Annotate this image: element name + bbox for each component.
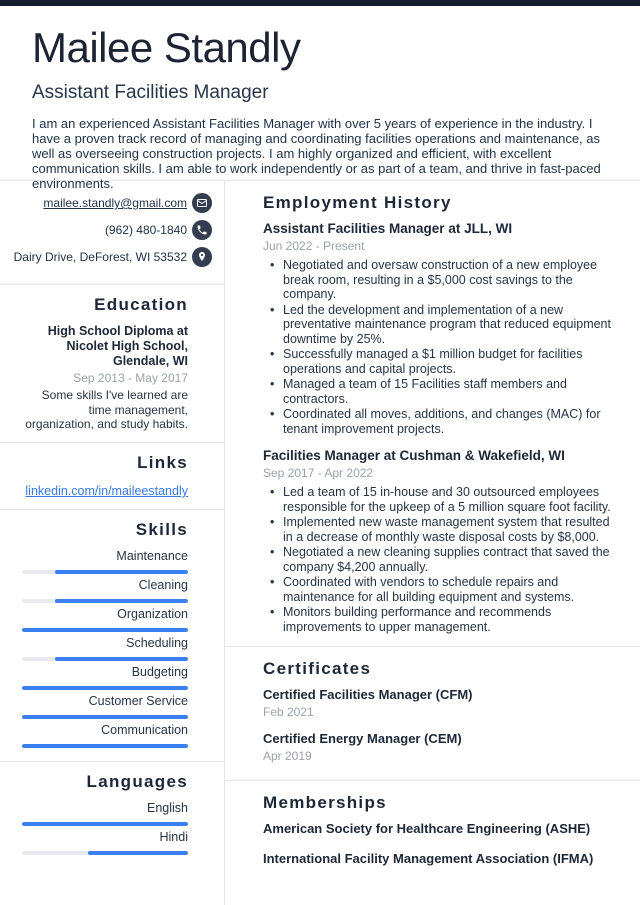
skill-bar-fill (88, 851, 188, 855)
skill-bar-track (22, 570, 188, 574)
links-heading: Links (137, 453, 188, 472)
skill-bar-track (22, 628, 188, 632)
contact-row-address (8, 247, 212, 267)
linkedin-link[interactable]: linkedin.com/in/maileestandly (25, 484, 188, 498)
skill-label: Hindi (159, 830, 188, 844)
job-entry (263, 448, 612, 634)
skill-label: Cleaning (138, 578, 188, 592)
job-entry-title: Assistant Facilities Manager at JLL, WI (263, 221, 513, 236)
skill-bar-fill (22, 715, 188, 719)
skill-row (22, 801, 188, 826)
languages-section (0, 762, 224, 905)
certificate-entry (263, 687, 612, 720)
job-bullet: • Led the development and implementation of a new preventative maintenance program that reduced equipment downtime by 25%. (270, 303, 612, 347)
job-bullet: • Managed a team of 15 Facilities staff members and contractors. (270, 377, 612, 406)
skill-label: Communication (101, 723, 188, 737)
memberships-section (225, 781, 640, 905)
skill-bar-fill (22, 628, 188, 632)
address-text: Dairy Drive, DeForest, WI 53532 (13, 250, 187, 264)
job-bullet: • Negotiated and oversaw construction of a new employee break room, resulting in a $5,000 cost savings to the company. (270, 258, 612, 302)
skill-bar-fill (22, 744, 188, 748)
certificate-name: Certified Energy Manager (CEM) (263, 731, 462, 746)
languages-list (22, 801, 188, 855)
resume-header (0, 6, 640, 191)
job-bullet: • Successfully managed a $1 million budget for facilities operations and capital projects. (270, 347, 612, 376)
job-bullet: • Implemented new waste management system that resulted in a decrease of monthly waste disposal costs by $8,000. (270, 515, 612, 544)
skill-label: Customer Service (88, 694, 188, 708)
skill-bar-track (22, 822, 188, 826)
skills-heading: Skills (135, 520, 188, 539)
contact-section (0, 181, 224, 285)
summary-text: I am an experienced Assistant Facilities Manager with over 5 years of experience in the industry. I have a proven track record of managing and coordinating facilities operations and maintenance, as well as overseeing construction projects. I am highly organized and efficient, with excellent communication skills. I am able to work independently or as part of a team, and thrive in fast-paced environments. (32, 116, 601, 191)
employment-history-section (225, 181, 640, 647)
skill-bar-fill (22, 822, 188, 826)
membership-entry: American Society for Healthcare Engineering (ASHE) (263, 821, 591, 836)
skill-row (22, 830, 188, 855)
skill-bar-fill (55, 570, 188, 574)
phone-number: (962) 480-1840 (104, 223, 187, 237)
education-section (0, 285, 224, 443)
job-entry (263, 221, 612, 436)
skill-bar-track (22, 657, 188, 661)
job-bullet-list (270, 258, 612, 436)
job-bullet: • Monitors building performance and recommends improvements to upper management. (270, 605, 612, 634)
contact-row-email (8, 193, 212, 213)
skill-label: Organization (117, 607, 188, 621)
job-bullet: • Coordinated with vendors to schedule repairs and maintenance for all building equipment and systems. (270, 575, 612, 604)
certificates-heading: Certificates (263, 659, 372, 678)
skills-section (0, 510, 224, 762)
main-column (225, 181, 640, 905)
skill-bar-track (22, 851, 188, 855)
skill-label: English (147, 801, 188, 815)
certificate-date: Feb 2021 (263, 705, 314, 719)
skill-row (22, 636, 188, 661)
certificates-list (263, 687, 612, 764)
skill-row (22, 578, 188, 603)
skill-label: Scheduling (126, 636, 188, 650)
membership-entry: International Facility Management Association (IFMA) (263, 851, 594, 866)
skill-bar-track (22, 686, 188, 690)
contact-row-phone (8, 220, 212, 240)
skill-label: Maintenance (116, 549, 188, 563)
phone-icon (192, 220, 212, 240)
skill-label: Budgeting (131, 665, 188, 679)
skill-bar-fill (55, 657, 188, 661)
candidate-job-title: Assistant Facilities Manager (32, 82, 269, 103)
job-bullet: • Negotiated a new cleaning supplies contract that saved the company $4,200 annually. (270, 545, 612, 574)
skill-bar-fill (22, 686, 188, 690)
certificate-date: Apr 2019 (263, 749, 312, 763)
left-sidebar (0, 181, 225, 905)
skill-row (22, 549, 188, 574)
certificate-name: Certified Facilities Manager (CFM) (263, 687, 473, 702)
links-section (0, 443, 224, 510)
education-description: Some skills I've learned are time management, organization, and study habits. (25, 388, 188, 431)
skill-row (22, 694, 188, 719)
job-bullet: • Coordinated all moves, additions, and changes (MAC) for tenant improvement projects. (270, 407, 612, 436)
job-entry-title: Facilities Manager at Cushman & Wakefield, WI (263, 448, 565, 463)
certificates-section (225, 647, 640, 781)
skill-row (22, 723, 188, 748)
skill-bar-fill (55, 599, 188, 603)
skill-row (22, 665, 188, 690)
education-dates: Sep 2013 - May 2017 (73, 371, 188, 385)
skill-bar-track (22, 715, 188, 719)
email-link[interactable]: mailee.standly@gmail.com (43, 196, 187, 210)
jobs-list (263, 221, 612, 634)
languages-heading: Languages (86, 772, 188, 791)
education-heading: Education (94, 295, 188, 314)
skill-bar-track (22, 744, 188, 748)
skill-bar-track (22, 599, 188, 603)
job-entry-dates: Sep 2017 - Apr 2022 (263, 466, 374, 480)
envelope-icon (192, 193, 212, 213)
skill-row (22, 607, 188, 632)
certificate-entry (263, 731, 612, 764)
job-entry-dates: Jun 2022 - Present (263, 239, 365, 253)
employment-history-heading: Employment History (263, 193, 452, 212)
memberships-heading: Memberships (263, 793, 387, 812)
memberships-list (263, 821, 612, 867)
resume-body (0, 181, 640, 905)
skills-list (22, 549, 188, 748)
education-degree: High School Diploma at Nicolet High School, Glendale, WI (47, 324, 188, 368)
job-bullet: • Led a team of 15 in-house and 30 outsourced employees responsible for the upkeep of a 5 million square foot facility. (270, 485, 612, 514)
candidate-name: Mailee Standly (32, 24, 301, 71)
job-bullet-list (270, 485, 612, 634)
location-pin-icon (192, 247, 212, 267)
